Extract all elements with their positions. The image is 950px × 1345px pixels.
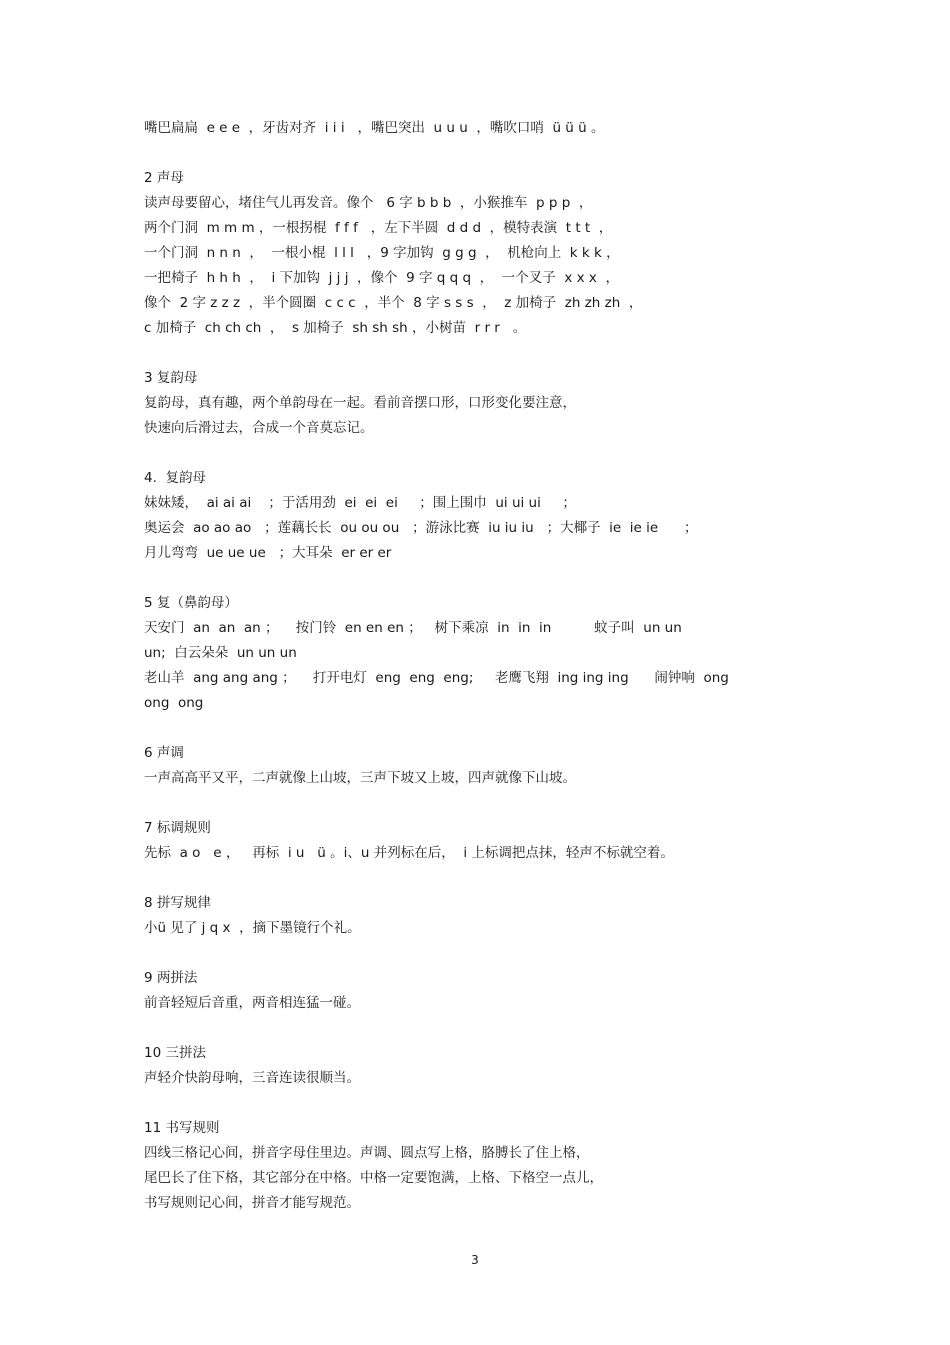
text-line: 复韵母，真有趣，两个单韵母在一起。看前音摆口形，口形变化要注意， <box>144 395 576 411</box>
text-line: 四线三格记心间，拼音字母住里边。声调、圆点写上格，胳膊长了住上格， <box>144 1145 590 1161</box>
text-line: 两个门洞 m m m ，一根拐棍 f f f ，左下半圆 d d d ，模特表演 t t t ， <box>144 220 613 236</box>
text-line: 10 三拼法 <box>144 1045 206 1061</box>
text-line: 6 声调 <box>144 745 184 761</box>
blank-line <box>144 341 824 366</box>
text-line: 5 复（鼻韵母） <box>144 595 238 611</box>
text-line: 声轻介快韵母响，三音连读很顺当。 <box>144 1070 360 1086</box>
text-line: 像个 2 字 z z z ，半个圆圈 c c c ，半个 8 字 s s s ， z 加椅子 zh zh zh ， <box>144 295 643 311</box>
text-line: 2 声母 <box>144 170 184 186</box>
blank-line <box>144 1016 824 1041</box>
page-number: 3 <box>471 1253 479 1267</box>
text-line: un; 白云朵朵 un un un <box>144 645 297 661</box>
text-line: ong ong <box>144 695 204 711</box>
text-line: 月儿弯弯 ue ue ue ；大耳朵 er er er <box>144 545 392 561</box>
blank-line <box>144 441 824 466</box>
text-line: 4. 复韵母 <box>144 470 206 486</box>
text-line: 妹妹矮， ai ai ai ；于活用劲 ei ei ei ；围上围巾 ui ui ui ； <box>144 495 576 511</box>
text-line: 读声母要留心，堵住气儿再发音。像个 6 字 b b b ，小猴推车 p p p ， <box>144 195 593 211</box>
text-line: 老山羊 ang ang ang ； 打开电灯 eng eng eng; 老鹰飞翔 ing ing ing 闹钟响 ong <box>144 670 729 686</box>
text-line: 前音轻短后音重，两音相连猛一碰。 <box>144 995 360 1011</box>
text-line: 书写规则记心间，拼音才能写规范。 <box>144 1195 360 1211</box>
text-line: 尾巴长了住下格，其它部分在中格。中格一定要饱满，上格、下格空一点儿， <box>144 1170 603 1186</box>
text-line: 一个门洞 n n n ， 一根小棍 l l l ，9 字加钩 g g g ， 机枪向上 k k k ， <box>144 245 620 261</box>
text-line: 先标 a o e ， 再标 i u ü 。i、u 并列标在后， i 上标调把点抹，轻声不标就空着。 <box>144 845 674 861</box>
text-line: 快速向后滑过去，合成一个音莫忘记。 <box>144 420 374 436</box>
text-line: 嘴巴扁扁 e e e ，牙齿对齐 i i i ，嘴巴突出 u u u ，嘴吹口哨 ü ü ü 。 <box>144 120 605 136</box>
document-body <box>144 116 824 1216</box>
blank-line <box>144 941 824 966</box>
text-line: 一把椅子 h h h ， i 下加钩 j j j ，像个 9 字 q q q ， 一个叉子 x x x ， <box>144 270 619 286</box>
text-line: 小ü 见了 j q x ，摘下墨镜行个礼。 <box>144 920 361 936</box>
text-line: 3 复韵母 <box>144 370 198 386</box>
text-line: 天安门 an an an ； 按门铃 en en en ； 树下乘凉 in in in 蚊子叫 un un <box>144 620 682 636</box>
blank-line <box>144 791 824 816</box>
text-line: 11 书写规则 <box>144 1120 220 1136</box>
blank-line <box>144 566 824 591</box>
blank-line <box>144 141 824 166</box>
text-line: 一声高高平又平，二声就像上山坡，三声下坡又上坡，四声就像下山坡。 <box>144 770 576 786</box>
blank-line <box>144 866 824 891</box>
text-line: c 加椅子 ch ch ch ， s 加椅子 sh sh sh ，小树苗 r r r 。 <box>144 320 527 336</box>
text-line: 9 两拼法 <box>144 970 198 986</box>
blank-line <box>144 716 824 741</box>
text-line: 奥运会 ao ao ao ；莲藕长长 ou ou ou ；游泳比赛 iu iu iu ；大椰子 ie ie ie ； <box>144 520 698 536</box>
blank-line <box>144 1091 824 1116</box>
text-line: 8 拼写规律 <box>144 895 211 911</box>
text-line: 7 标调规则 <box>144 820 211 836</box>
